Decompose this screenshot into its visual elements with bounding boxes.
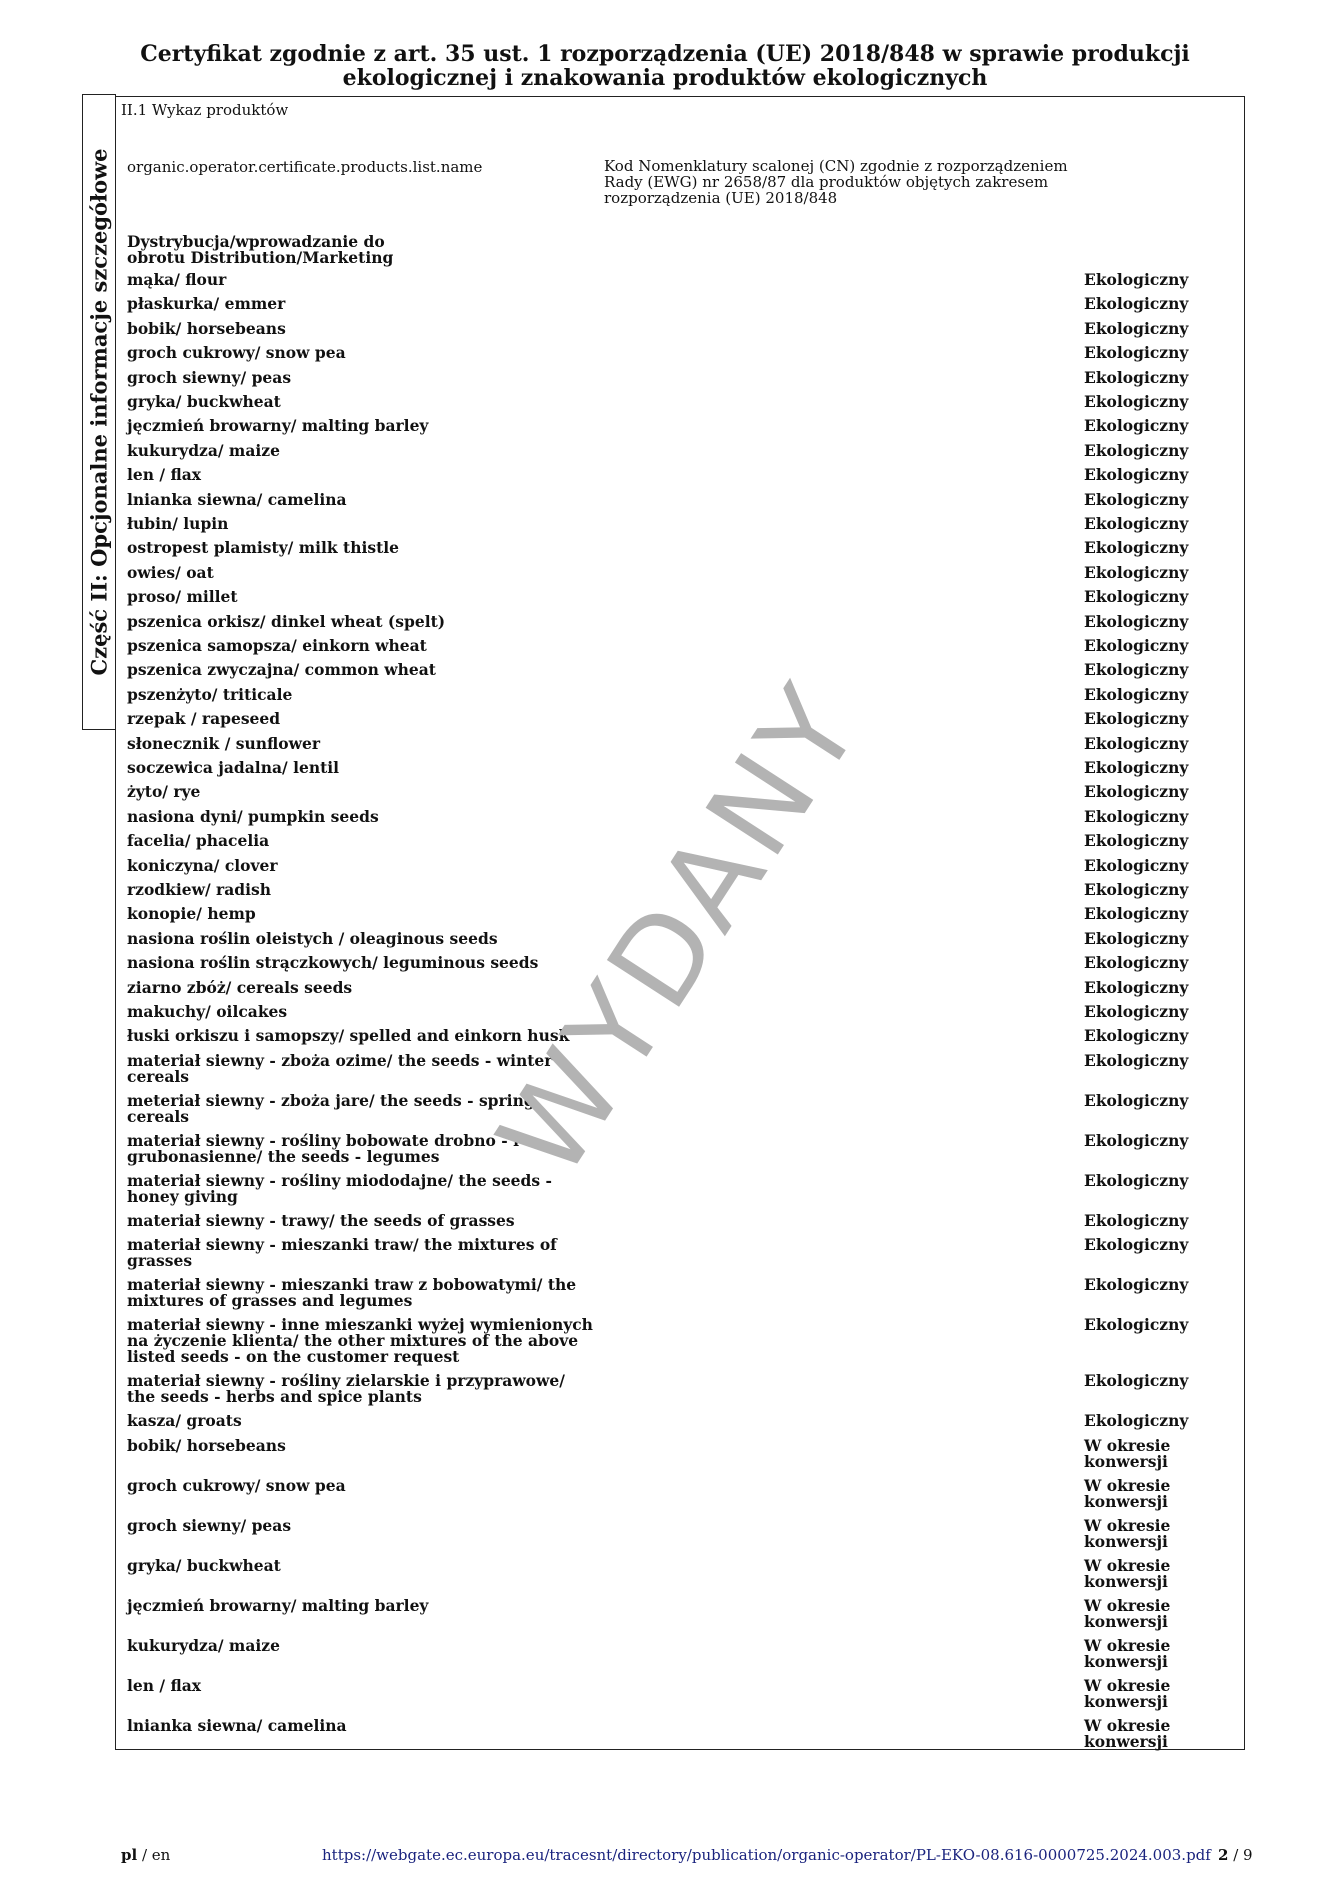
product-status: Ekologiczny <box>1084 392 1189 411</box>
side-label: Część II: Opcjonalne informacje szczegółowe <box>86 148 112 676</box>
product-name: groch siewny/ peas <box>127 367 292 387</box>
product-name: łuski orkiszu i samopszy/ spelled and einkorn husk <box>127 1026 570 1046</box>
product-name: lnianka siewna/ camelina <box>127 489 347 509</box>
product-status: Ekologiczny <box>1084 806 1189 826</box>
product-name: gryka/ buckwheat <box>127 1555 281 1575</box>
product-name: groch siewny/ peas <box>127 1515 292 1535</box>
product-name: meteriał siewny - zboża jare/ the seeds - spring cereals <box>127 1090 535 1126</box>
section-title: II.1 Wykaz produktów <box>121 101 289 119</box>
product-name: lnianka siewna/ camelina <box>127 1715 347 1735</box>
product-name: łubin/ lupin <box>127 514 229 533</box>
product-name: pszenica zwyczajna/ common wheat <box>127 660 436 680</box>
product-status: W okresie konwersji <box>1084 1675 1171 1711</box>
product-name: konopie/ hemp <box>127 904 256 924</box>
product-status: Ekologiczny <box>1084 343 1189 363</box>
product-name: słonecznik / sunflower <box>127 733 320 753</box>
product-status: Ekologiczny <box>1084 953 1189 973</box>
product-status: W okresie konwersji <box>1084 1715 1171 1751</box>
product-status: Ekologiczny <box>1084 562 1189 582</box>
product-status: Ekologiczny <box>1084 1411 1189 1431</box>
product-name: materiał siewny - rośliny miododajne/ the seeds - honey giving <box>127 1170 552 1206</box>
product-name: płaskurka/ emmer <box>127 294 286 314</box>
product-status: Ekologiczny <box>1084 1210 1189 1230</box>
product-name: owies/ oat <box>127 562 214 582</box>
product-name: soczewica jadalna/ lentil <box>127 758 340 777</box>
language-en[interactable]: en <box>151 1846 171 1864</box>
product-name: makuchy/ oilcakes <box>127 1002 288 1021</box>
product-status: Ekologiczny <box>1084 1130 1189 1150</box>
product-name: kukurydza/ maize <box>127 440 280 460</box>
product-name: ziarno zbóż/ cereals seeds <box>127 977 353 997</box>
product-status: Ekologiczny <box>1084 318 1189 338</box>
product-name: bobik/ horsebeans <box>127 1435 286 1455</box>
product-status: Ekologiczny <box>1084 709 1189 729</box>
product-status: W okresie konwersji <box>1084 1475 1171 1511</box>
product-status: Ekologiczny <box>1084 855 1189 875</box>
footer-language <box>121 1846 170 1864</box>
group-header-text: Dystrybucja/wprowadzanie do obrotu Distribution/Marketing <box>127 232 394 267</box>
product-status: Ekologiczny <box>1084 758 1189 777</box>
product-status: Ekologiczny <box>1084 270 1189 289</box>
product-name: nasiona roślin oleistych / oleaginous seeds <box>127 928 498 948</box>
product-name: materiał siewny - rośliny bobowate drobno - i grubonasienne/ the seeds - legumes <box>127 1130 519 1166</box>
page-total: 9 <box>1243 1846 1253 1864</box>
product-status: W okresie konwersji <box>1084 1435 1171 1471</box>
product-name: kasza/ groats <box>127 1411 242 1431</box>
product-status: Ekologiczny <box>1084 1275 1189 1295</box>
product-status: Ekologiczny <box>1084 1050 1189 1070</box>
product-name: pszenica samopsza/ einkorn wheat <box>127 636 427 655</box>
page-number <box>1218 1846 1253 1864</box>
product-name: materiał siewny - trawy/ the seeds of grasses <box>127 1210 515 1230</box>
product-name: len / flax <box>127 1675 202 1695</box>
product-status: Ekologiczny <box>1084 928 1189 948</box>
product-name: len / flax <box>127 465 202 485</box>
product-status: Ekologiczny <box>1084 489 1189 509</box>
product-name: materiał siewny - zboża ozime/ the seeds - winter cereals <box>127 1050 553 1086</box>
product-status: Ekologiczny <box>1084 294 1189 314</box>
product-status: Ekologiczny <box>1084 880 1189 899</box>
product-status: W okresie konwersji <box>1084 1595 1171 1631</box>
product-status: W okresie konwersji <box>1084 1635 1171 1671</box>
product-name: jęczmień browarny/ malting barley <box>127 416 429 436</box>
document-title: Certyfikat zgodnie z art. 35 ust. 1 rozporządzenia (UE) 2018/848 w sprawie produkcji ekologicznej i znakowania produktów ekologicznych <box>140 41 1190 91</box>
product-name: pszenica orkisz/ dinkel wheat (spelt) <box>127 611 446 631</box>
product-name: rzepak / rapeseed <box>127 709 281 729</box>
page-current: 2 <box>1218 1846 1229 1864</box>
column-header-cn-code: Kod Nomenklatury scalonej (CN) zgodnie z rozporządzeniem Rady (EWG) nr 2658/87 dla produktów objętych zakresem rozporządzenia (UE) 2018/848 <box>604 157 1068 207</box>
column-header-name: organic.operator.certificate.products.list.name <box>127 158 483 176</box>
product-name: gryka/ buckwheat <box>127 392 281 411</box>
product-name: nasiona roślin strączkowych/ leguminous seeds <box>127 953 539 973</box>
product-status: W okresie konwersji <box>1084 1555 1171 1591</box>
product-status: Ekologiczny <box>1084 684 1189 704</box>
product-status: Ekologiczny <box>1084 1235 1189 1255</box>
product-name: koniczyna/ clover <box>127 855 278 875</box>
product-status: W okresie konwersji <box>1084 1515 1171 1551</box>
product-name: proso/ millet <box>127 587 238 607</box>
product-status: Ekologiczny <box>1084 440 1189 460</box>
product-name: pszenżyto/ triticale <box>127 684 293 704</box>
product-status: Ekologiczny <box>1084 660 1189 680</box>
product-status: Ekologiczny <box>1084 611 1189 631</box>
product-status: Ekologiczny <box>1084 1315 1189 1335</box>
language-pl[interactable]: pl <box>121 1846 138 1864</box>
product-status: Ekologiczny <box>1084 587 1189 607</box>
product-name: materiał siewny - mieszanki traw z bobowatymi/ the mixtures of grasses and legumes <box>127 1275 577 1311</box>
product-name: materiał siewny - rośliny zielarskie i przyprawowe/ the seeds - herbs and spice plants <box>127 1371 565 1407</box>
product-name: żyto/ rye <box>127 782 201 802</box>
product-name: rzodkiew/ radish <box>127 880 271 899</box>
product-name: kukurydza/ maize <box>127 1635 280 1655</box>
product-name: materiał siewny - inne mieszanki wyżej wymienionych na życzenie klienta/ the other mixtures of the above listed seeds - on the customer request <box>127 1315 593 1367</box>
product-status: Ekologiczny <box>1084 538 1189 558</box>
product-status: Ekologiczny <box>1084 1026 1189 1046</box>
product-status: Ekologiczny <box>1084 636 1189 655</box>
product-status: Ekologiczny <box>1084 904 1189 924</box>
product-name: bobik/ horsebeans <box>127 318 286 338</box>
product-name: nasiona dyni/ pumpkin seeds <box>127 806 379 826</box>
product-name: mąka/ flour <box>127 270 227 289</box>
product-status: Ekologiczny <box>1084 831 1189 851</box>
product-status: Ekologiczny <box>1084 1371 1189 1391</box>
product-name: facelia/ phacelia <box>127 831 270 851</box>
product-status: Ekologiczny <box>1084 1090 1189 1110</box>
product-status: Ekologiczny <box>1084 782 1189 802</box>
product-status: Ekologiczny <box>1084 733 1189 753</box>
product-status: Ekologiczny <box>1084 1002 1189 1021</box>
footer-url-link[interactable]: https://webgate.ec.europa.eu/tracesnt/directory/publication/organic-operator/PL-EKO-08.616-0000725.2024.003.pdf <box>322 1846 1211 1864</box>
product-status: Ekologiczny <box>1084 1170 1189 1190</box>
product-status: Ekologiczny <box>1084 465 1189 485</box>
product-name: groch cukrowy/ snow pea <box>127 343 346 363</box>
watermark: WYDANY <box>471 659 889 1201</box>
product-name: ostropest plamisty/ milk thistle <box>127 538 399 558</box>
product-status: Ekologiczny <box>1084 367 1189 387</box>
group-header <box>127 234 447 266</box>
page-separator: / <box>1228 1846 1244 1864</box>
product-status: Ekologiczny <box>1084 514 1189 533</box>
language-separator: / <box>137 1846 152 1864</box>
product-status: Ekologiczny <box>1084 416 1189 436</box>
product-name: groch cukrowy/ snow pea <box>127 1475 346 1495</box>
product-name: jęczmień browarny/ malting barley <box>127 1595 429 1615</box>
product-status: Ekologiczny <box>1084 977 1189 997</box>
product-name: materiał siewny - mieszanki traw/ the mixtures of grasses <box>127 1235 557 1271</box>
